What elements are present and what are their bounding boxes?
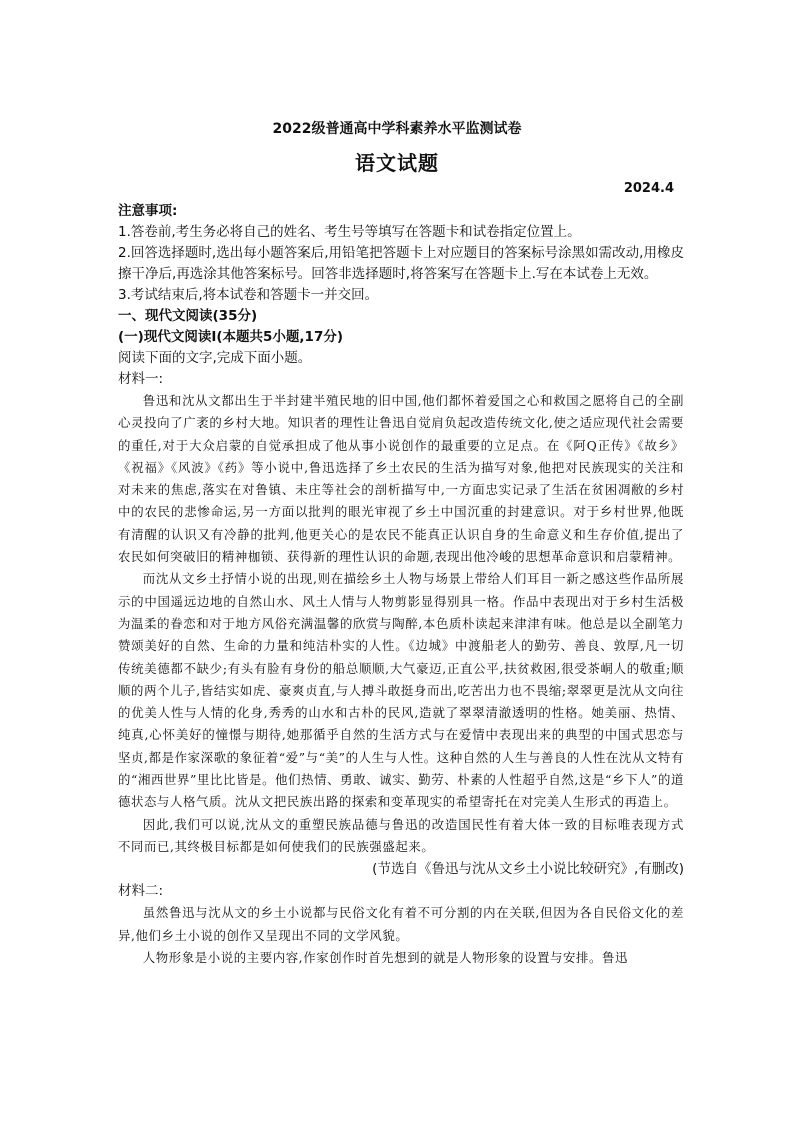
material1-source: (节选自《鲁迅与沈从文乡土小说比较研究》,有删改) bbox=[372, 861, 684, 878]
material1-label: 材料一: bbox=[118, 371, 164, 387]
notice-heading: 注意事项: bbox=[118, 203, 178, 219]
section-heading: 一、现代文阅读(35分) bbox=[118, 308, 258, 324]
material1-paragraph: 鲁迅和沈从文都出生于半封建半殖民地的旧中国,他们都怀着爱国之心和救国之愿将自己的全副心灵投向了广袤的乡村大地。知识者的理性让鲁迅自觉肩负起改造传统文化,使之适应现代社会需要的重任,对于大众启蒙的自觉承担成了他从事小说创作的最重要的立足点。在《阿Q正传》《故乡》《祝福》《风波》《药》等小说中,鲁迅选择了乡土农民的生活为描写对象,他把对民族现实的关注和对未来的焦虑,落实在对鲁镇、未庄等社会的剖析描写中,一方面忠实记录了生活在贫困凋敝的乡村中的农民的悲惨命运,另一方面以批判的眼光审视了乡土中国沉重的封建意识。对于乡村世界,他既有清醒的认识又有冷静的批判,他更关心的是农民不能真正认识自身的生命意义和生存价值,提出了农民如何突破旧的精神枷锁、获得新的理性认识的命题,表现出他冷峻的思想革命意识和启蒙精神。 bbox=[118, 393, 684, 565]
exam-title: 2022级普通高中学科素养水平监测试卷 bbox=[272, 121, 522, 137]
material1-paragraph: 而沈从文乡土抒情小说的出现,则在描绘乡土人物与场景上带给人们耳目一新之感这些作品所展示的中国遥远边地的自然山水、风土人情与人物剪影显得别具一格。作品中表现出对于乡村生活极为温柔的眷恋和对于地方风俗充满温馨的欣赏与陶醉,本色质朴读起来津津有味。他总是以全副笔力赞颂美好的自然、生命的力量和纯洁朴实的人性。《边城》中渡船老人的勤劳、善良、敦厚,凡一切传统美德都不缺少;有头有脸有身份的船总顺顺,大气豪迈,正直公平,扶贫救困,很受茶峒人的敬重;顺顺的两个儿子,皆结实如虎、豪爽贞直,与人搏斗敢挺身而出,吃苦出力也不畏缩;翠翠更是沈从文向往的优美人性与人情的化身,秀秀的山水和古朴的民风,造就了翠翠清澈透明的性格。她美丽、热情、纯真,心怀美好的憧憬与期待,她那循乎自然的生活方式与在爱情中表现出来的典型的中国式思恋与坚贞,都是作家深歌的象征着“爱”与“美”的人生与人性。这种自然的人生与善良的人性在沈从文特有的“湘西世界”里比比皆是。他们热情、勇敢、诚实、勤劳、朴素的人性超乎自然,这是“乡下人”的道德状态与人格气质。沈从文把民族出路的探索和变革现实的希望寄托在对完美人生形式的再造上。 bbox=[118, 571, 684, 810]
notice-item-2: 2.回答选择题时,选出每小题答案后,用铅笔把答题卡上对应题目的答案标号涂黑如需改动,用橡皮擦干净后,再选涂其他答案标号。回答非选择题时,将答案写在答题卡上.写在本试卷上无效。 bbox=[118, 245, 684, 282]
notice-item-3: 3.考试结束后,将本试卷和答题卡一并交回。 bbox=[118, 287, 379, 303]
subject-title: 语文试题 bbox=[355, 151, 439, 175]
material1-paragraph: 因此,我们可以说,沈从文的重塑民族品德与鲁迅的改造国民性有着大体一致的目标唯表现方式不同而已,其终极目标都是如何使我们的民族强盛起来。 bbox=[118, 816, 684, 854]
material2-paragraph: 虽然鲁迅与沈从文的乡土小说都与民俗文化有着不可分割的内在关联,但因为各自民俗文化的差异,他们乡土小说的创作又呈现出不同的文学风貌。 bbox=[118, 905, 684, 943]
exam-date: 2024.4 bbox=[623, 181, 674, 196]
material2-label: 材料二: bbox=[118, 883, 164, 900]
exam-body bbox=[118, 201, 684, 969]
material2-paragraph: 人物形象是小说的主要内容,作家创作时首先想到的就是人物形象的设置与安排。鲁迅 bbox=[142, 949, 628, 965]
section-instruction: 阅读下面的文字,完成下面小题。 bbox=[118, 350, 312, 366]
notice-item-1: 1.答卷前,考生务必将自己的姓名、考生号等填写在答题卡和试卷指定位置上。 bbox=[118, 224, 581, 240]
section-subheading: (一)现代文阅读Ⅰ(本题共5小题,17分) bbox=[118, 329, 344, 345]
